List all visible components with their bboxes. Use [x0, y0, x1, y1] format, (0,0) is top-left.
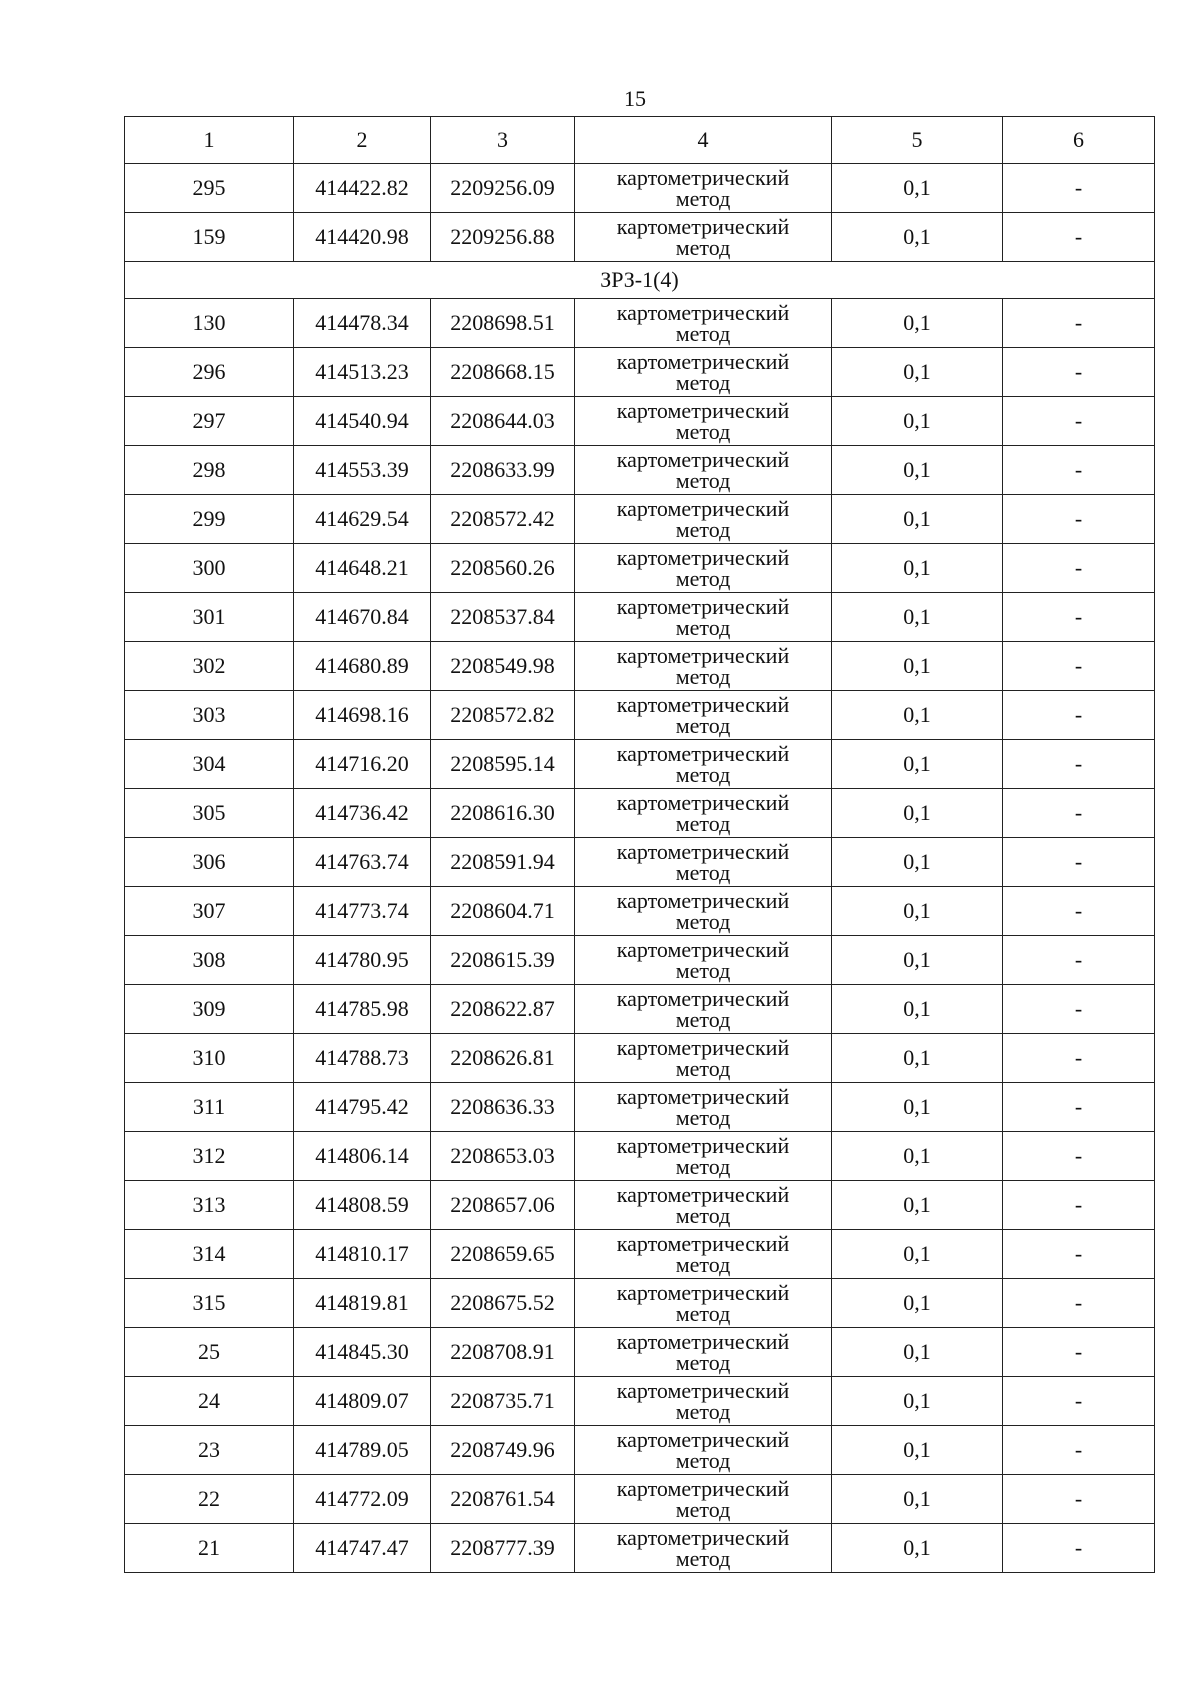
table-row: [125, 164, 1155, 213]
method-line-1: картометрический: [616, 545, 790, 570]
x-coordinate-cell: 414772.09: [294, 1475, 431, 1524]
point-number-cell: 25: [125, 1328, 294, 1377]
table-row: [125, 1083, 1155, 1132]
x-coordinate-cell: 414773.74: [294, 887, 431, 936]
method-cell: [575, 593, 832, 642]
point-number-cell: 300: [125, 544, 294, 593]
accuracy-cell: 0,1: [832, 1279, 1003, 1328]
accuracy-cell: 0,1: [832, 691, 1003, 740]
method-line-1: картометрический: [616, 839, 790, 864]
method-cell: [575, 936, 832, 985]
y-coordinate-cell: 2208659.65: [431, 1230, 575, 1279]
section-label: ЗРЗ-1(4): [125, 262, 1155, 299]
method-line-1: картометрический: [616, 349, 790, 374]
accuracy-cell: 0,1: [832, 348, 1003, 397]
point-number-cell: 310: [125, 1034, 294, 1083]
x-coordinate-cell: 414698.16: [294, 691, 431, 740]
x-coordinate-cell: 414845.30: [294, 1328, 431, 1377]
y-coordinate-cell: 2208761.54: [431, 1475, 575, 1524]
method-line-1: картометрический: [616, 1476, 790, 1501]
y-coordinate-cell: 2208777.39: [431, 1524, 575, 1573]
method-cell: [575, 299, 832, 348]
accuracy-cell: 0,1: [832, 1377, 1003, 1426]
accuracy-cell: 0,1: [832, 164, 1003, 213]
x-coordinate-cell: 414716.20: [294, 740, 431, 789]
method-cell: [575, 1328, 832, 1377]
x-coordinate-cell: 414540.94: [294, 397, 431, 446]
y-coordinate-cell: 2209256.88: [431, 213, 575, 262]
note-cell: -: [1003, 936, 1155, 985]
method-cell: [575, 348, 832, 397]
method-line-2: метод: [675, 468, 731, 493]
point-number-cell: 314: [125, 1230, 294, 1279]
y-coordinate-cell: 2208668.15: [431, 348, 575, 397]
method-cell: [575, 1083, 832, 1132]
note-cell: -: [1003, 213, 1155, 262]
point-number-cell: 295: [125, 164, 294, 213]
note-cell: -: [1003, 1475, 1155, 1524]
x-coordinate-cell: 414808.59: [294, 1181, 431, 1230]
method-cell: [575, 164, 832, 213]
note-cell: -: [1003, 1328, 1155, 1377]
table-row: [125, 691, 1155, 740]
note-cell: -: [1003, 1132, 1155, 1181]
table-row: [125, 544, 1155, 593]
method-line-1: картометрический: [616, 1378, 790, 1403]
note-cell: -: [1003, 789, 1155, 838]
accuracy-cell: 0,1: [832, 740, 1003, 789]
method-cell: [575, 1181, 832, 1230]
method-cell: [575, 985, 832, 1034]
note-cell: -: [1003, 1279, 1155, 1328]
method-line-1: картометрический: [616, 594, 790, 619]
note-cell: -: [1003, 1377, 1155, 1426]
method-cell: [575, 887, 832, 936]
y-coordinate-cell: 2208622.87: [431, 985, 575, 1034]
point-number-cell: 311: [125, 1083, 294, 1132]
table-row: [125, 593, 1155, 642]
table-row: [125, 1230, 1155, 1279]
y-coordinate-cell: 2208626.81: [431, 1034, 575, 1083]
method-line-1: картометрический: [616, 692, 790, 717]
table-row: [125, 1377, 1155, 1426]
column-number-cell: 4: [575, 117, 832, 164]
method-cell: [575, 1377, 832, 1426]
column-number-cell: 6: [1003, 117, 1155, 164]
accuracy-cell: 0,1: [832, 446, 1003, 495]
accuracy-cell: 0,1: [832, 593, 1003, 642]
point-number-cell: 23: [125, 1426, 294, 1475]
table-row: [125, 1475, 1155, 1524]
note-cell: -: [1003, 397, 1155, 446]
table-row: [125, 642, 1155, 691]
accuracy-cell: 0,1: [832, 495, 1003, 544]
method-line-2: метод: [675, 235, 731, 260]
note-cell: -: [1003, 838, 1155, 887]
x-coordinate-cell: 414780.95: [294, 936, 431, 985]
x-coordinate-cell: 414747.47: [294, 1524, 431, 1573]
x-coordinate-cell: 414420.98: [294, 213, 431, 262]
method-cell: [575, 446, 832, 495]
x-coordinate-cell: 414789.05: [294, 1426, 431, 1475]
method-cell: [575, 691, 832, 740]
point-number-cell: 315: [125, 1279, 294, 1328]
point-number-cell: 21: [125, 1524, 294, 1573]
x-coordinate-cell: 414763.74: [294, 838, 431, 887]
method-line-1: картометрический: [616, 937, 790, 962]
point-number-cell: 24: [125, 1377, 294, 1426]
point-number-cell: 304: [125, 740, 294, 789]
table-row: [125, 1524, 1155, 1573]
point-number-cell: 303: [125, 691, 294, 740]
accuracy-cell: 0,1: [832, 789, 1003, 838]
note-cell: -: [1003, 642, 1155, 691]
method-line-1: картометрический: [616, 1329, 790, 1354]
method-line-1: картометрический: [616, 165, 790, 190]
accuracy-cell: 0,1: [832, 642, 1003, 691]
x-coordinate-cell: 414513.23: [294, 348, 431, 397]
point-number-cell: 296: [125, 348, 294, 397]
y-coordinate-cell: 2208560.26: [431, 544, 575, 593]
x-coordinate-cell: 414422.82: [294, 164, 431, 213]
column-number-cell: 1: [125, 117, 294, 164]
y-coordinate-cell: 2208572.82: [431, 691, 575, 740]
method-line-2: метод: [675, 1350, 731, 1375]
page-number: 15: [624, 86, 646, 111]
x-coordinate-cell: 414785.98: [294, 985, 431, 1034]
table-row: [125, 348, 1155, 397]
method-line-1: картометрический: [616, 496, 790, 521]
method-line-2: метод: [675, 370, 731, 395]
accuracy-cell: 0,1: [832, 397, 1003, 446]
table-row: [125, 1181, 1155, 1230]
x-coordinate-cell: 414670.84: [294, 593, 431, 642]
column-number-header-row: [125, 117, 1155, 164]
note-cell: -: [1003, 544, 1155, 593]
section-row: [125, 262, 1155, 299]
note-cell: -: [1003, 985, 1155, 1034]
coordinates-table-body: [125, 117, 1155, 1573]
method-line-2: метод: [675, 811, 731, 836]
method-cell: [575, 1230, 832, 1279]
y-coordinate-cell: 2208591.94: [431, 838, 575, 887]
note-cell: -: [1003, 164, 1155, 213]
note-cell: -: [1003, 691, 1155, 740]
table-row: [125, 397, 1155, 446]
method-line-1: картометрический: [616, 790, 790, 815]
method-cell: [575, 642, 832, 691]
method-line-2: метод: [675, 713, 731, 738]
method-cell: [575, 838, 832, 887]
method-line-2: метод: [675, 1105, 731, 1130]
y-coordinate-cell: 2208616.30: [431, 789, 575, 838]
accuracy-cell: 0,1: [832, 936, 1003, 985]
accuracy-cell: 0,1: [832, 213, 1003, 262]
method-line-1: картометрический: [616, 1182, 790, 1207]
method-line-2: метод: [675, 1399, 731, 1424]
table-row: [125, 789, 1155, 838]
table-row: [125, 1328, 1155, 1377]
accuracy-cell: 0,1: [832, 1426, 1003, 1475]
x-coordinate-cell: 414553.39: [294, 446, 431, 495]
method-line-2: метод: [675, 517, 731, 542]
note-cell: -: [1003, 1034, 1155, 1083]
method-line-1: картометрический: [616, 741, 790, 766]
y-coordinate-cell: 2208615.39: [431, 936, 575, 985]
point-number-cell: 302: [125, 642, 294, 691]
point-number-cell: 309: [125, 985, 294, 1034]
accuracy-cell: 0,1: [832, 1132, 1003, 1181]
method-line-1: картометрический: [616, 447, 790, 472]
column-number-cell: 3: [431, 117, 575, 164]
y-coordinate-cell: 2208653.03: [431, 1132, 575, 1181]
method-line-1: картометрический: [616, 1525, 790, 1550]
x-coordinate-cell: 414795.42: [294, 1083, 431, 1132]
method-cell: [575, 1426, 832, 1475]
point-number-cell: 298: [125, 446, 294, 495]
accuracy-cell: 0,1: [832, 1034, 1003, 1083]
point-number-cell: 299: [125, 495, 294, 544]
method-line-1: картометрический: [616, 986, 790, 1011]
table-row: [125, 446, 1155, 495]
note-cell: -: [1003, 593, 1155, 642]
note-cell: -: [1003, 299, 1155, 348]
method-cell: [575, 495, 832, 544]
y-coordinate-cell: 2208537.84: [431, 593, 575, 642]
x-coordinate-cell: 414806.14: [294, 1132, 431, 1181]
y-coordinate-cell: 2208698.51: [431, 299, 575, 348]
point-number-cell: 159: [125, 213, 294, 262]
x-coordinate-cell: 414788.73: [294, 1034, 431, 1083]
y-coordinate-cell: 2208549.98: [431, 642, 575, 691]
method-line-2: метод: [675, 1301, 731, 1326]
note-cell: -: [1003, 1181, 1155, 1230]
accuracy-cell: 0,1: [832, 985, 1003, 1034]
table-row: [125, 887, 1155, 936]
note-cell: -: [1003, 495, 1155, 544]
accuracy-cell: 0,1: [832, 1083, 1003, 1132]
x-coordinate-cell: 414819.81: [294, 1279, 431, 1328]
method-line-1: картометрический: [616, 888, 790, 913]
column-number-cell: 2: [294, 117, 431, 164]
accuracy-cell: 0,1: [832, 1524, 1003, 1573]
method-line-1: картометрический: [616, 1035, 790, 1060]
method-line-1: картометрический: [616, 643, 790, 668]
table-row: [125, 1034, 1155, 1083]
method-line-2: метод: [675, 1497, 731, 1522]
method-cell: [575, 1524, 832, 1573]
y-coordinate-cell: 2208633.99: [431, 446, 575, 495]
y-coordinate-cell: 2208675.52: [431, 1279, 575, 1328]
accuracy-cell: 0,1: [832, 1181, 1003, 1230]
method-line-2: метод: [675, 419, 731, 444]
method-line-2: метод: [675, 1154, 731, 1179]
method-line-2: метод: [675, 664, 731, 689]
method-cell: [575, 1132, 832, 1181]
method-cell: [575, 789, 832, 838]
method-line-2: метод: [675, 860, 731, 885]
x-coordinate-cell: 414810.17: [294, 1230, 431, 1279]
y-coordinate-cell: 2208735.71: [431, 1377, 575, 1426]
point-number-cell: 306: [125, 838, 294, 887]
y-coordinate-cell: 2208595.14: [431, 740, 575, 789]
coordinates-table: [124, 116, 1155, 1573]
x-coordinate-cell: 414629.54: [294, 495, 431, 544]
x-coordinate-cell: 414648.21: [294, 544, 431, 593]
method-line-2: метод: [675, 909, 731, 934]
x-coordinate-cell: 414736.42: [294, 789, 431, 838]
method-line-1: картометрический: [616, 214, 790, 239]
y-coordinate-cell: 2208749.96: [431, 1426, 575, 1475]
method-line-2: метод: [675, 1056, 731, 1081]
accuracy-cell: 0,1: [832, 887, 1003, 936]
note-cell: -: [1003, 887, 1155, 936]
method-cell: [575, 1475, 832, 1524]
method-line-2: метод: [675, 762, 731, 787]
method-line-1: картометрический: [616, 1427, 790, 1452]
point-number-cell: 305: [125, 789, 294, 838]
note-cell: -: [1003, 1083, 1155, 1132]
table-row: [125, 299, 1155, 348]
point-number-cell: 301: [125, 593, 294, 642]
table-row: [125, 1279, 1155, 1328]
x-coordinate-cell: 414478.34: [294, 299, 431, 348]
method-cell: [575, 544, 832, 593]
table-row: [125, 740, 1155, 789]
method-line-2: метод: [675, 321, 731, 346]
method-line-1: картометрический: [616, 1231, 790, 1256]
method-line-2: метод: [675, 1203, 731, 1228]
y-coordinate-cell: 2208708.91: [431, 1328, 575, 1377]
method-line-1: картометрический: [616, 398, 790, 423]
note-cell: -: [1003, 348, 1155, 397]
note-cell: -: [1003, 446, 1155, 495]
method-line-2: метод: [675, 186, 731, 211]
method-line-1: картометрический: [616, 1280, 790, 1305]
note-cell: -: [1003, 1426, 1155, 1475]
method-line-2: метод: [675, 566, 731, 591]
table-row: [125, 495, 1155, 544]
y-coordinate-cell: 2208657.06: [431, 1181, 575, 1230]
y-coordinate-cell: 2208636.33: [431, 1083, 575, 1132]
accuracy-cell: 0,1: [832, 299, 1003, 348]
note-cell: -: [1003, 1230, 1155, 1279]
method-line-1: картометрический: [616, 300, 790, 325]
method-line-1: картометрический: [616, 1133, 790, 1158]
accuracy-cell: 0,1: [832, 1230, 1003, 1279]
y-coordinate-cell: 2208604.71: [431, 887, 575, 936]
method-cell: [575, 1279, 832, 1328]
accuracy-cell: 0,1: [832, 544, 1003, 593]
y-coordinate-cell: 2209256.09: [431, 164, 575, 213]
method-cell: [575, 397, 832, 446]
y-coordinate-cell: 2208572.42: [431, 495, 575, 544]
note-cell: -: [1003, 740, 1155, 789]
table-row: [125, 936, 1155, 985]
accuracy-cell: 0,1: [832, 1328, 1003, 1377]
point-number-cell: 297: [125, 397, 294, 446]
method-cell: [575, 1034, 832, 1083]
accuracy-cell: 0,1: [832, 1475, 1003, 1524]
table-row: [125, 985, 1155, 1034]
point-number-cell: 22: [125, 1475, 294, 1524]
point-number-cell: 307: [125, 887, 294, 936]
table-row: [125, 838, 1155, 887]
table-row: [125, 1132, 1155, 1181]
method-line-1: картометрический: [616, 1084, 790, 1109]
method-line-2: метод: [675, 1007, 731, 1032]
x-coordinate-cell: 414680.89: [294, 642, 431, 691]
method-cell: [575, 740, 832, 789]
accuracy-cell: 0,1: [832, 838, 1003, 887]
point-number-cell: 130: [125, 299, 294, 348]
method-line-2: метод: [675, 1448, 731, 1473]
y-coordinate-cell: 2208644.03: [431, 397, 575, 446]
point-number-cell: 308: [125, 936, 294, 985]
method-line-2: метод: [675, 1252, 731, 1277]
x-coordinate-cell: 414809.07: [294, 1377, 431, 1426]
table-row: [125, 1426, 1155, 1475]
method-line-2: метод: [675, 958, 731, 983]
method-cell: [575, 213, 832, 262]
point-number-cell: 313: [125, 1181, 294, 1230]
method-line-2: метод: [675, 615, 731, 640]
table-row: [125, 213, 1155, 262]
note-cell: -: [1003, 1524, 1155, 1573]
method-line-2: метод: [675, 1546, 731, 1571]
column-number-cell: 5: [832, 117, 1003, 164]
point-number-cell: 312: [125, 1132, 294, 1181]
